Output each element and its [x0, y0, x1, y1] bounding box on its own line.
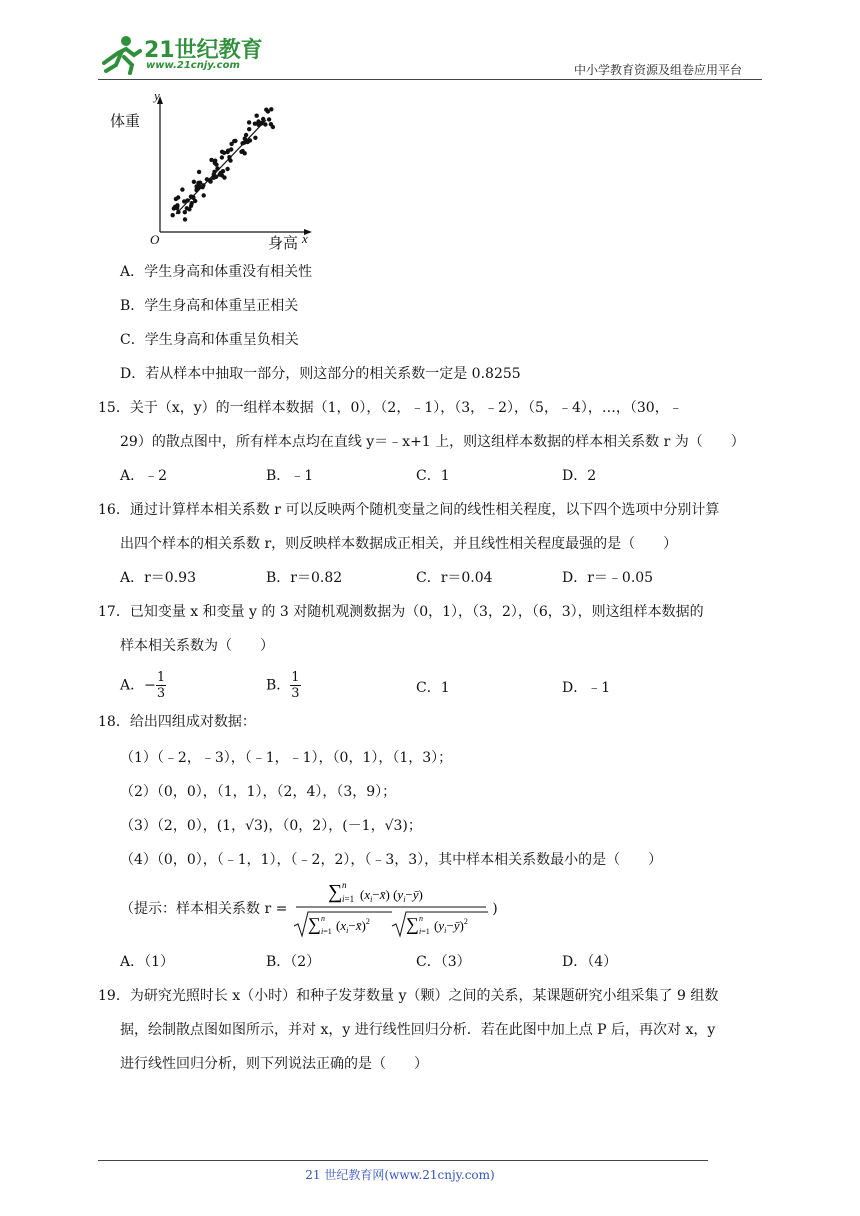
q17-stem-line1: 17．已知变量 x 和变量 y 的 3 对随机观测数据为（0，1），（3，2），（6，3），则这组样本数据的	[98, 604, 704, 620]
scatter-dot	[263, 122, 267, 126]
scatter-dot	[215, 166, 219, 170]
svg-text:(xi−x̄) (yi−ȳ): $(x_i-x̄)$ $(y_i-ȳ)$	[359, 887, 423, 904]
q15-option-d: D．2	[562, 468, 597, 484]
q19-stem-line2: 据，绘制散点图如图所示，并对 x，y 进行线性回归分析．若在此图中加上点 P 后，再次对 x，y	[120, 1022, 716, 1038]
svg-text:i=1: i=1	[418, 927, 430, 936]
site-logo	[96, 33, 263, 77]
scatter-dot	[220, 155, 224, 159]
scatter-dot	[217, 172, 221, 176]
x-axis-variable: x	[302, 231, 308, 246]
correlation-formula-hint	[120, 878, 498, 940]
svg-text:n: n	[320, 914, 325, 923]
svg-text:n: n	[341, 880, 347, 890]
scatter-dot	[175, 204, 179, 208]
scatter-dot	[226, 149, 230, 153]
scatter-dot	[193, 199, 197, 203]
q14-option-b: B．学生身高和体重呈正相关	[120, 298, 299, 314]
x-axis-label: 身高	[268, 234, 299, 252]
scatter-dot	[209, 158, 213, 162]
q16-option-d: D．r＝﹣0.05	[562, 570, 654, 586]
hint-prefix: （提示：样本相关系数 r =	[120, 901, 288, 917]
q17-option-b: B． $\frac{1}{3}$	[266, 670, 300, 701]
svg-text:(xi−x̄)2: $(x_i-x̄)^2$	[335, 917, 370, 935]
scatter-dot	[213, 161, 217, 165]
header-platform-text: 中小学教育资源及组卷应用平台	[574, 63, 743, 77]
q15-stem-line1: 15．关于（x，y）的一组样本数据（1，0），（2，﹣1），（3，﹣2），（5，﹣4），…，（30，﹣	[98, 400, 683, 416]
q17-option-a: A．− $\frac{1}{3}$	[120, 670, 166, 701]
logo-text: 21世纪教育	[144, 38, 263, 63]
q15-option-a: A．﹣2	[120, 468, 168, 484]
scatter-dot	[267, 117, 271, 121]
scatter-dot	[253, 136, 257, 140]
scatter-dot	[197, 170, 201, 174]
scatter-dot	[202, 193, 206, 197]
q19-stem-line1: 19．为研究光照时长 x（小时）和种子发芽数量 y（颗）之间的关系，某课题研究小组采集了 9 组数	[98, 988, 719, 1004]
scatter-dot	[242, 140, 246, 144]
scatter-dot	[253, 122, 257, 126]
formula-fraction	[292, 878, 488, 940]
svg-text:∑: ∑	[405, 914, 419, 934]
scatter-dot	[221, 169, 225, 173]
svg-text:i=1: i=1	[320, 927, 332, 936]
svg-text:(yi−ȳ)2: $(y_i-ȳ)^2$	[433, 917, 468, 935]
hint-suffix: )	[492, 901, 498, 917]
q16-option-c: C．r＝0.04	[416, 570, 493, 586]
q18-option-a: A．（1）	[120, 954, 175, 970]
scatter-dot	[187, 207, 191, 211]
scatter-dot	[243, 151, 247, 155]
scatter-dot	[261, 117, 265, 121]
scatter-dot	[247, 120, 251, 124]
q15-stem-line2: 29）的散点图中，所有样本点均在直线 y＝﹣x+1 上，则这组样本数据的样本相关系数 r 为（ ）	[120, 434, 745, 450]
scatter-dot	[176, 210, 180, 214]
scatter-dot	[192, 180, 196, 184]
y-axis-label: 体重	[110, 112, 141, 130]
logo-url: www.21cnjy.com	[146, 60, 240, 71]
q18-option-b: B．（2）	[266, 954, 321, 970]
q14-option-c: C．学生身高和体重呈负相关	[120, 332, 299, 348]
q19-stem-line3: 进行线性回归分析，则下列说法正确的是（ ）	[120, 1056, 428, 1072]
scatter-dot	[212, 176, 216, 180]
q17-stem-line2: 样本相关系数为（ ）	[120, 638, 274, 654]
svg-text:n: n	[418, 914, 423, 923]
scatter-dot	[176, 195, 180, 199]
q18-option-c: C．（3）	[416, 954, 471, 970]
svg-text:∑: ∑	[327, 881, 343, 903]
q16-stem-line2: 出四个样本的相关系数 r，则反映样本数据成正相关，并且线性相关程度最强的是（ ）	[120, 536, 678, 552]
q14-option-d: D．若从样本中抽取一部分，则这部分的相关系数一定是 0.8255	[120, 366, 521, 382]
scatter-dot	[180, 187, 184, 191]
fraction: $\frac{1}{3}$	[156, 670, 166, 701]
scatter-dot	[247, 127, 251, 131]
scatter-dot	[220, 150, 224, 154]
scatter-dot	[269, 107, 273, 111]
q17-option-c: C．1	[416, 680, 450, 696]
svg-text:i=1: i=1	[341, 894, 354, 904]
fraction: $\frac{1}{3}$	[291, 670, 300, 701]
q18-data-1: （1）（﹣2，﹣3），（﹣1，﹣1），（0，1），（1，3）；	[120, 750, 453, 766]
scatter-dot	[232, 139, 236, 143]
scatter-plot	[110, 92, 320, 252]
scatter-dot	[171, 213, 175, 217]
scatter-dot	[248, 138, 252, 142]
scatter-dot	[195, 188, 199, 192]
scatter-dot	[243, 136, 247, 140]
scatter-figure	[110, 88, 320, 252]
scatter-dot	[196, 181, 200, 185]
footer-link[interactable]: 21 世纪教育网(www.21cnjy.com)	[305, 1168, 495, 1182]
q17-option-d: D．﹣1	[562, 680, 611, 696]
footer-divider	[98, 1160, 708, 1161]
scatter-dot	[182, 199, 186, 203]
y-axis-variable: y	[154, 88, 160, 103]
scatter-dot	[255, 114, 259, 118]
scatter-dot	[183, 210, 187, 214]
q18-option-d: D．（4）	[562, 954, 618, 970]
q18-data-4: （4）（0，0），（﹣1，1），（﹣2，2），（﹣3，3），其中样本相关系数最小的是（ ）	[120, 852, 663, 868]
q18-stem: 18．给出四组成对数据：	[98, 714, 256, 730]
scatter-dot	[201, 183, 205, 187]
q16-option-a: A．r＝0.93	[120, 570, 196, 586]
q18-data-2: （2）（0，0），（1，1），（2，4），（3，9）；	[120, 784, 397, 800]
scatter-dot	[264, 108, 268, 112]
q16-option-b: B．r＝0.82	[266, 570, 343, 586]
svg-text:∑: ∑	[307, 914, 321, 934]
q14-option-a: A．学生身高和体重没有相关性	[120, 264, 313, 280]
header-divider	[98, 79, 762, 80]
origin-label: O	[150, 232, 160, 247]
scatter-dot	[212, 170, 216, 174]
scatter-dot	[269, 122, 273, 126]
q18-data-3: （3）（2，0），(1，√3)，（0，2），(－1，√3)；	[120, 818, 422, 834]
q15-option-c: C．1	[416, 468, 450, 484]
scatter-dot	[205, 177, 209, 181]
q16-stem-line1: 16．通过计算样本相关系数 r 可以反映两个随机变量之间的线性相关程度，以下四个选项中分别计算	[98, 502, 720, 518]
q15-option-b: B．﹣1	[266, 468, 314, 484]
scatter-dot	[183, 217, 187, 221]
scatter-dot	[227, 155, 231, 159]
scatter-dot	[225, 167, 229, 171]
